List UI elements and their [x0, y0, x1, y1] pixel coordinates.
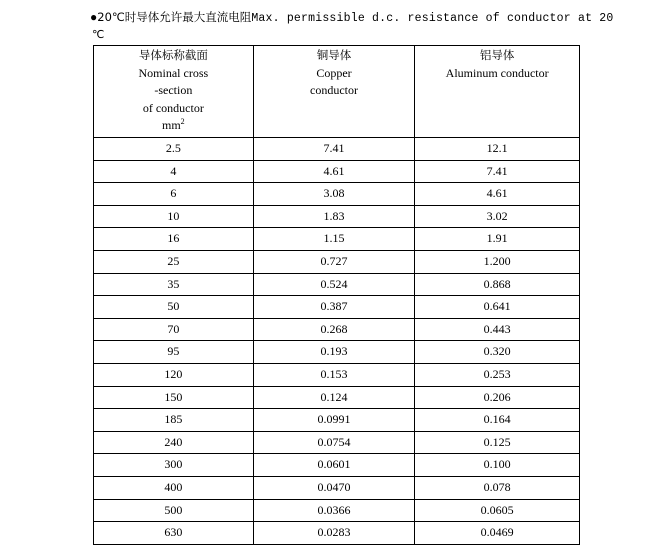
- cell-aluminum: 4.61: [415, 183, 580, 206]
- header-nominal-en-2: -section: [154, 83, 193, 98]
- table-row: [94, 318, 580, 341]
- cell-aluminum: 0.078: [415, 476, 580, 499]
- cell-section: 2.5: [94, 138, 254, 161]
- cell-section: 35: [94, 273, 254, 296]
- header-aluminum: [415, 46, 580, 138]
- cell-section: 240: [94, 431, 254, 454]
- cell-section: 150: [94, 386, 254, 409]
- cell-aluminum: 0.320: [415, 341, 580, 364]
- cell-copper: 3.08: [253, 183, 415, 206]
- cell-copper: 0.0366: [253, 499, 415, 522]
- header-copper-en-2: conductor: [310, 83, 358, 98]
- cell-copper: 0.727: [253, 250, 415, 273]
- table-row: [94, 476, 580, 499]
- cell-section: 500: [94, 499, 254, 522]
- header-row: [94, 46, 580, 138]
- cell-aluminum: 0.443: [415, 318, 580, 341]
- cell-copper: 0.193: [253, 341, 415, 364]
- cell-copper: 0.153: [253, 363, 415, 386]
- cell-copper: 4.61: [253, 160, 415, 183]
- cell-section: 300: [94, 454, 254, 477]
- table-row: [94, 138, 580, 161]
- cell-section: 120: [94, 363, 254, 386]
- cell-section: 95: [94, 341, 254, 364]
- cell-aluminum: 0.0469: [415, 522, 580, 545]
- cell-copper: 0.268: [253, 318, 415, 341]
- cell-aluminum: 7.41: [415, 160, 580, 183]
- cell-section: 630: [94, 522, 254, 545]
- cell-aluminum: 0.206: [415, 386, 580, 409]
- table-row: [94, 273, 580, 296]
- cell-copper: 0.0283: [253, 522, 415, 545]
- header-nominal-unit: [94, 117, 253, 135]
- header-aluminum-cn: 铝导体: [479, 48, 515, 62]
- document-title: [90, 8, 646, 28]
- unit-text: mm: [162, 118, 181, 133]
- cell-section: 6: [94, 183, 254, 206]
- cell-section: 50: [94, 296, 254, 319]
- header-nominal-en-3: of conductor: [142, 100, 204, 115]
- cell-aluminum: 12.1: [415, 138, 580, 161]
- header-copper-cn: 铜导体: [316, 48, 352, 62]
- cell-copper: 0.0754: [253, 431, 415, 454]
- cell-aluminum: 0.100: [415, 454, 580, 477]
- cell-copper: 0.387: [253, 296, 415, 319]
- cell-aluminum: 0.641: [415, 296, 580, 319]
- table-body: [94, 138, 580, 545]
- cell-copper: 0.124: [253, 386, 415, 409]
- header-nominal-en-1: Nominal cross: [138, 65, 209, 80]
- cell-aluminum: 0.868: [415, 273, 580, 296]
- cell-section: 10: [94, 205, 254, 228]
- cell-aluminum: 3.02: [415, 205, 580, 228]
- resistance-table: [93, 45, 580, 545]
- table-row: [94, 431, 580, 454]
- cell-section: 4: [94, 160, 254, 183]
- cell-copper: 7.41: [253, 138, 415, 161]
- header-aluminum-en-1: Aluminum conductor: [445, 65, 549, 80]
- table-row: [94, 454, 580, 477]
- unit-superscript: 2: [180, 117, 185, 127]
- table-row: [94, 341, 580, 364]
- cell-section: 400: [94, 476, 254, 499]
- cell-section: 70: [94, 318, 254, 341]
- header-nominal-cn: 导体标称截面: [138, 48, 208, 62]
- cell-aluminum: 1.91: [415, 228, 580, 251]
- header-copper: [253, 46, 415, 138]
- table-row: [94, 160, 580, 183]
- header-nominal-section: [94, 46, 254, 138]
- table-row: [94, 183, 580, 206]
- title-english: Max. permissible d.c. resistance of conductor at 20: [251, 12, 614, 25]
- cell-copper: 0.0991: [253, 409, 415, 432]
- title-chinese: 20℃时导体允许最大直流电阻: [97, 10, 252, 24]
- cell-copper: 0.524: [253, 273, 415, 296]
- cell-aluminum: 1.200: [415, 250, 580, 273]
- cell-copper: 0.0601: [253, 454, 415, 477]
- header-copper-en-1: Copper: [316, 65, 352, 80]
- cell-aluminum: 0.0605: [415, 499, 580, 522]
- cell-aluminum: 0.253: [415, 363, 580, 386]
- cell-aluminum: 0.164: [415, 409, 580, 432]
- bullet-icon: ●: [90, 10, 98, 24]
- table-row: [94, 499, 580, 522]
- cell-section: 185: [94, 409, 254, 432]
- table-row: [94, 296, 580, 319]
- table-row: [94, 522, 580, 545]
- cell-copper: 0.0470: [253, 476, 415, 499]
- table-row: [94, 386, 580, 409]
- table-row: [94, 409, 580, 432]
- cell-section: 16: [94, 228, 254, 251]
- table-row: [94, 250, 580, 273]
- table-row: [94, 363, 580, 386]
- title-unit-wrap: ℃: [92, 28, 105, 41]
- cell-copper: 1.15: [253, 228, 415, 251]
- cell-section: 25: [94, 250, 254, 273]
- cell-aluminum: 0.125: [415, 431, 580, 454]
- table-row: [94, 205, 580, 228]
- table-row: [94, 228, 580, 251]
- cell-copper: 1.83: [253, 205, 415, 228]
